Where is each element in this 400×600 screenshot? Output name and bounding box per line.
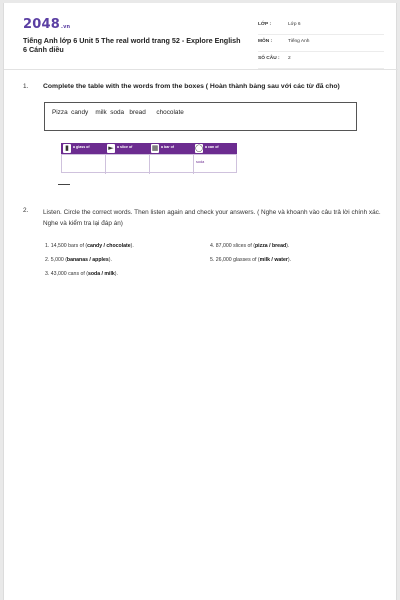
pizza-slice-icon: ►: [108, 144, 114, 152]
table-cell-soda: soda: [196, 160, 205, 164]
column-divider: [149, 155, 150, 174]
answer-line: [58, 184, 70, 185]
column-label: a slice of: [117, 145, 133, 149]
column-glass: [61, 143, 105, 154]
item-prefix: 3. 43,000 cans of (: [45, 271, 88, 277]
column-label: a glass of: [73, 145, 90, 149]
meta-key-grade: LỚP :: [258, 22, 272, 27]
list-item: [45, 271, 118, 277]
list-item: [45, 243, 134, 249]
meta-value-grade: Lớp 6: [288, 22, 301, 27]
quantity-table-body: [61, 154, 237, 173]
question-1-number: 1.: [23, 83, 29, 90]
item-choice[interactable]: soda / milk: [87, 271, 115, 277]
item-choice[interactable]: pizza / bread: [254, 243, 287, 249]
meta-value-count: 2: [288, 56, 291, 61]
word-box: [44, 102, 357, 131]
logo-suffix: .vn: [60, 24, 71, 30]
column-label: a bar of: [161, 145, 174, 149]
list-item: [45, 257, 112, 263]
question-2-text: Listen. Circle the correct words. Then listen again and check your answers. ( Nghe và khoanh vào câu trả lời chính xác. Nghe và kiểm tra lại đáp án): [43, 209, 381, 227]
item-suffix: ).: [130, 243, 134, 249]
site-logo[interactable]: [23, 17, 70, 32]
worksheet-page: [3, 3, 397, 600]
item-prefix: 1. 14,500 bars of (: [45, 243, 88, 249]
column-slice: [105, 143, 149, 154]
item-prefix: 4. 87,000 slices of (: [210, 243, 255, 249]
chocolate-bar-icon: ▦: [151, 144, 159, 152]
meta-row-grade: [258, 19, 384, 35]
word-box-words: Pizza candy milk soda bread chocolate: [52, 109, 184, 116]
meta-row-count: [258, 53, 384, 69]
meta-value-subject: Tiếng Anh: [288, 39, 310, 44]
page-title: Tiếng Anh lớp 6 Unit 5 The real world trang 52 - Explore English 6 Cánh diều: [23, 36, 241, 54]
can-icon: ◯: [195, 144, 203, 152]
column-divider: [105, 155, 106, 174]
item-suffix: ).: [286, 243, 290, 249]
item-suffix: ).: [108, 257, 112, 263]
item-choice[interactable]: bananas / apples: [66, 257, 109, 263]
item-suffix: ).: [114, 271, 118, 277]
item-choice[interactable]: candy / chocolate: [87, 243, 131, 249]
glass-icon: ▮: [63, 144, 71, 153]
quantity-table-header: [61, 143, 237, 154]
list-item: [210, 243, 289, 249]
item-suffix: ).: [287, 257, 292, 263]
meta-key-count: SỐ CÂU :: [258, 56, 280, 61]
logo-text: 2048: [23, 17, 60, 32]
item-prefix: 5. 26,000 glasses of (: [210, 257, 260, 263]
item-choice[interactable]: milk / water: [259, 257, 288, 263]
item-prefix: 2. 5,000 (: [45, 257, 67, 263]
column-divider: [193, 155, 194, 174]
question-1-text: Complete the table with the words from the boxes ( Hoàn thành bảng sau với các từ đã cho): [43, 83, 340, 90]
meta-info: [258, 19, 384, 70]
question-2-number: 2.: [23, 207, 29, 214]
column-bar: [149, 143, 193, 154]
meta-row-subject: [258, 36, 384, 52]
column-label: a can of: [205, 145, 219, 149]
list-item: [210, 257, 291, 263]
header-divider: [4, 69, 398, 70]
column-can: [193, 143, 237, 154]
quantity-table: [61, 143, 237, 173]
meta-key-subject: MÔN :: [258, 39, 273, 44]
